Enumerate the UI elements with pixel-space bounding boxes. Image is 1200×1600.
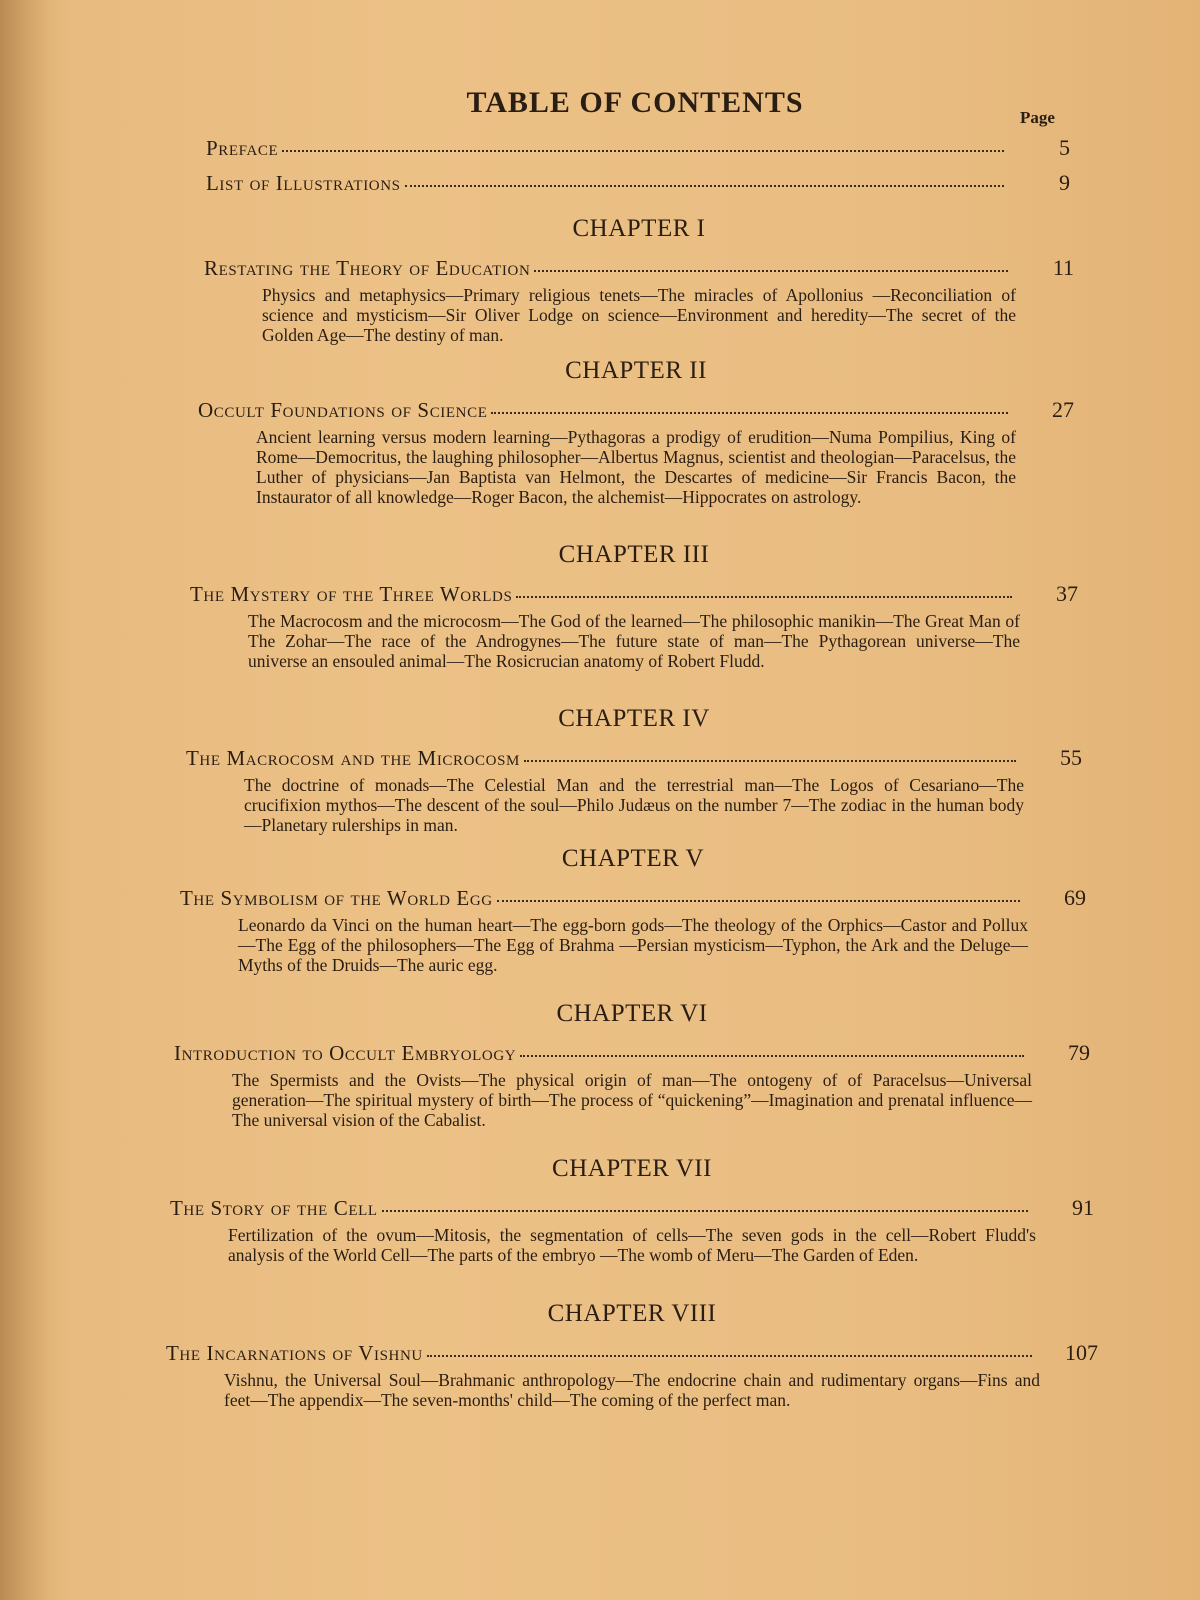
chapter-page-number: 55 — [1060, 745, 1082, 770]
toc-chapter-8 — [166, 1300, 1098, 1410]
chapter-title: The Macrocosm and the Microcosm — [186, 746, 520, 770]
toc-chapter-5 — [180, 845, 1086, 975]
leader-dots — [491, 412, 1008, 414]
leader-dots — [282, 150, 1004, 152]
chapter-summary: Ancient learning versus modern learning—Pythagoras a prodigy of erudition—Numa Pompilius, King of Rome—Democritus, the laughing philosopher—Albertus Magnus, scientist and theologian—Paracelsus, the Luther of physicians—Jan Baptista van Helmont, the Descartes of medicine—Sir Francis Bacon, the Instaurator of all knowledge—Roger Bacon, the alchemist—Hippocrates on astrology. — [256, 427, 1016, 507]
entry-page-number: 5 — [1059, 135, 1070, 160]
page-gutter — [0, 0, 48, 1600]
page-title: TABLE OF CONTENTS — [466, 86, 804, 119]
entry-title: Preface — [206, 136, 279, 160]
chapter-heading: CHAPTER IV — [558, 705, 710, 732]
leader-dots — [405, 185, 1004, 187]
leader-dots — [520, 1055, 1024, 1057]
chapter-heading: CHAPTER II — [565, 357, 707, 384]
toc-chapter-7 — [170, 1155, 1094, 1265]
leader-dots — [427, 1355, 1032, 1357]
chapter-title: The Symbolism of the World Egg — [180, 886, 493, 910]
toc-chapter-1 — [204, 215, 1074, 345]
toc-chapter-2 — [198, 357, 1074, 507]
chapter-heading: CHAPTER V — [561, 845, 705, 872]
page-column-label: Page — [1020, 108, 1055, 127]
leader-dots — [382, 1210, 1028, 1212]
chapter-title: Occult Foundations of Science — [198, 398, 488, 422]
chapter-page-number: 69 — [1064, 885, 1086, 910]
chapter-page-number: 107 — [1065, 1340, 1098, 1365]
chapter-title: Restating the Theory of Education — [204, 256, 531, 280]
chapter-heading: CHAPTER VI — [556, 1000, 708, 1027]
chapter-title: The Incarnations of Vishnu — [166, 1341, 423, 1365]
toc-entry-preface — [206, 135, 1070, 161]
chapter-page-number: 37 — [1056, 581, 1078, 606]
entry-title: List of Illustrations — [206, 171, 401, 195]
chapter-title: Introduction to Occult Embryology — [174, 1041, 517, 1065]
leader-dots — [534, 270, 1008, 272]
chapter-summary: Physics and metaphysics—Primary religious tenets—The miracles of Apollonius —Reconciliation of science and mysticism—Sir Oliver Lodge on science—Environment and heredity—The secret of the Golden Age—The destiny of man. — [262, 285, 1016, 345]
chapter-page-number: 11 — [1052, 255, 1074, 280]
toc-entry-list-of-illustrations — [206, 170, 1070, 196]
chapter-summary: The Macrocosm and the microcosm—The God of the learned—The philosophic manikin—The Great Man of The Zohar—The race of the Androgynes—The future state of man—The Pythagorean universe—The universe an ensouled animal—The Rosicrucian anatomy of Robert Fludd. — [248, 611, 1020, 671]
chapter-heading: CHAPTER III — [558, 541, 710, 568]
leader-dots — [497, 900, 1020, 902]
chapter-heading: CHAPTER VIII — [547, 1300, 717, 1327]
leader-dots — [516, 596, 1012, 598]
toc-chapter-4 — [186, 705, 1082, 835]
chapter-heading: CHAPTER VII — [552, 1155, 712, 1182]
leader-dots — [524, 760, 1016, 762]
toc-chapter-6 — [174, 1000, 1090, 1130]
chapter-page-number: 27 — [1052, 397, 1074, 422]
chapter-summary: Vishnu, the Universal Soul—Brahmanic anthropology—The endocrine chain and rudimentary organs—Fins and feet—The appendix—The seven-months' child—The coming of the perfect man. — [224, 1370, 1040, 1410]
chapter-page-number: 79 — [1068, 1040, 1090, 1065]
chapter-summary: The doctrine of monads—The Celestial Man and the terrestrial man—The Logos of Cesariano—The crucifixion mythos—The descent of the soul—Philo Judæus on the number 7—The zodiac in the human body—Planetary rulerships in man. — [244, 775, 1024, 835]
entry-page-number: 9 — [1059, 170, 1070, 195]
chapter-summary: Fertilization of the ovum—Mitosis, the segmentation of cells—The seven gods in the cell—Robert Fludd's analysis of the World Cell—The parts of the embryo —The womb of Meru—The Garden of Eden. — [228, 1225, 1036, 1265]
toc-chapter-3 — [190, 541, 1078, 671]
chapter-summary: The Spermists and the Ovists—The physical origin of man—The ontogeny of of Paracelsus—Universal generation—The spiritual mystery of birth—The process of “quickening”—Imagination and prenatal influence—The universal vision of the Cabalist. — [232, 1070, 1032, 1130]
chapter-heading: CHAPTER I — [572, 215, 706, 242]
chapter-title: The Story of the Cell — [170, 1196, 378, 1220]
chapter-summary: Leonardo da Vinci on the human heart—The egg-born gods—The theology of the Orphics—Castor and Pollux—The Egg of the philosophers—The Egg of Brahma —Persian mysticism—Typhon, the Ark and the Deluge—Myths of the Druids—The auric egg. — [238, 915, 1028, 975]
chapter-title: The Mystery of the Three Worlds — [190, 582, 513, 606]
chapter-page-number: 91 — [1072, 1195, 1094, 1220]
